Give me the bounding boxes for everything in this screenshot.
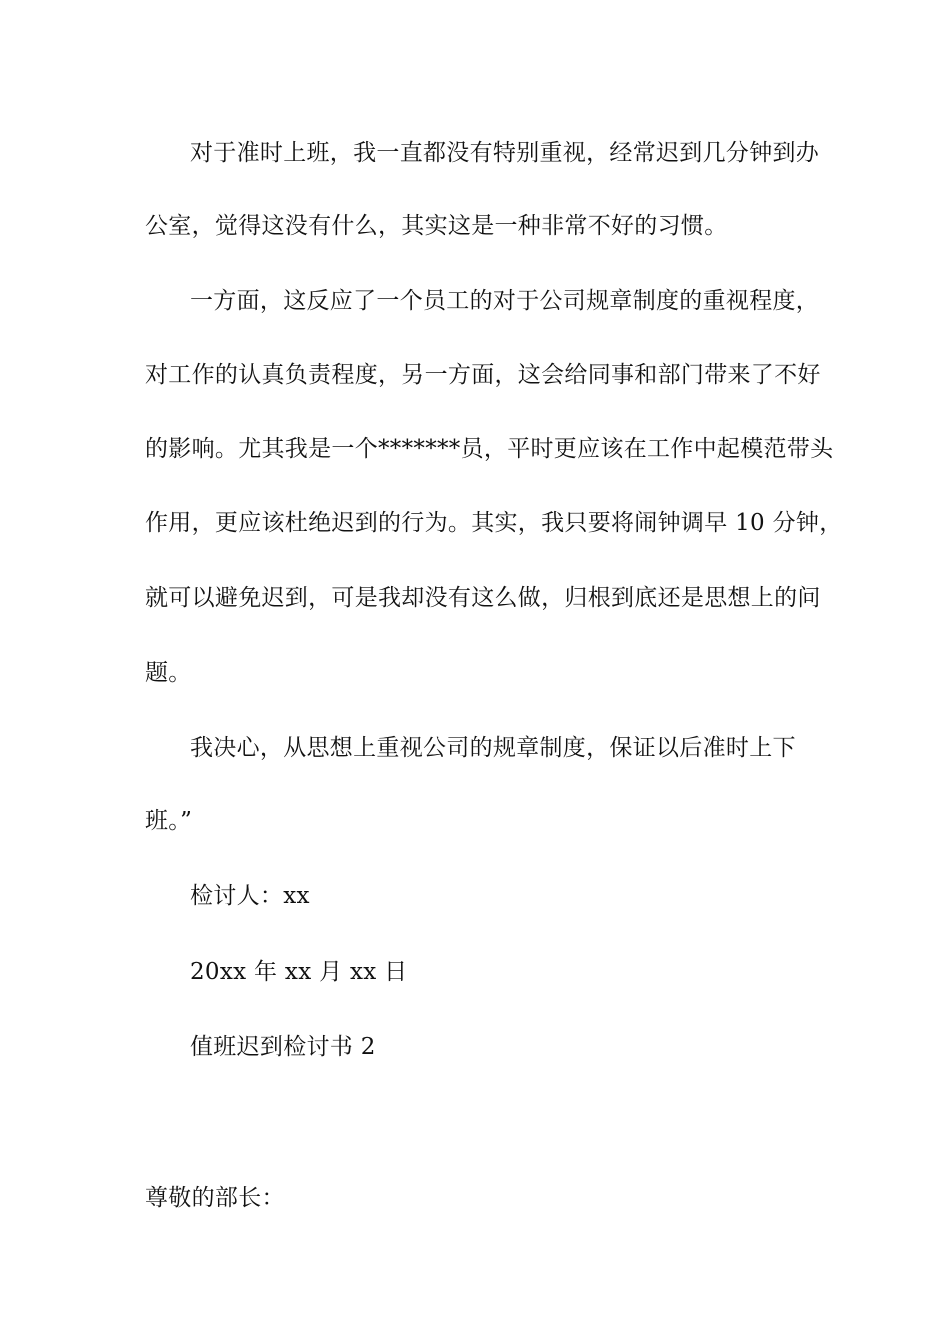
signer-line: 检讨人：xx (190, 883, 310, 909)
paragraph-2-line-2: 对工作的认真负责程度，另一方面，这会给同事和部门带来了不好 (145, 362, 821, 388)
section-title: 值班迟到检讨书 2 (190, 1034, 376, 1060)
paragraph-1-line-1: 对于准时上班，我一直都没有特别重视，经常迟到几分钟到办 (190, 140, 820, 166)
date-line: 20xx 年 xx 月 xx 日 (190, 959, 408, 985)
paragraph-2-line-1: 一方面，这反应了一个员工的对于公司规章制度的重视程度， (190, 288, 820, 314)
paragraph-3-line-2: 班。” (145, 808, 193, 834)
paragraph-3-line-1: 我决心，从思想上重视公司的规章制度，保证以后准时上下 (190, 735, 796, 761)
paragraph-1-line-2: 公室，觉得这没有什么，其实这是一种非常不好的习惯。 (145, 213, 728, 239)
paragraph-2-line-5: 就可以避免迟到，可是我却没有这么做，归根到底还是思想上的问 (145, 585, 821, 611)
paragraph-2-line-4: 作用，更应该杜绝迟到的行为。其实，我只要将闹钟调早 10 分钟， (145, 510, 843, 536)
paragraph-2-line-6: 题。 (145, 660, 192, 686)
paragraph-2-line-3: 的影响。尤其我是一个*******员，平时更应该在工作中起模范带头 (145, 436, 834, 462)
salutation: 尊敬的部长： (145, 1185, 285, 1211)
